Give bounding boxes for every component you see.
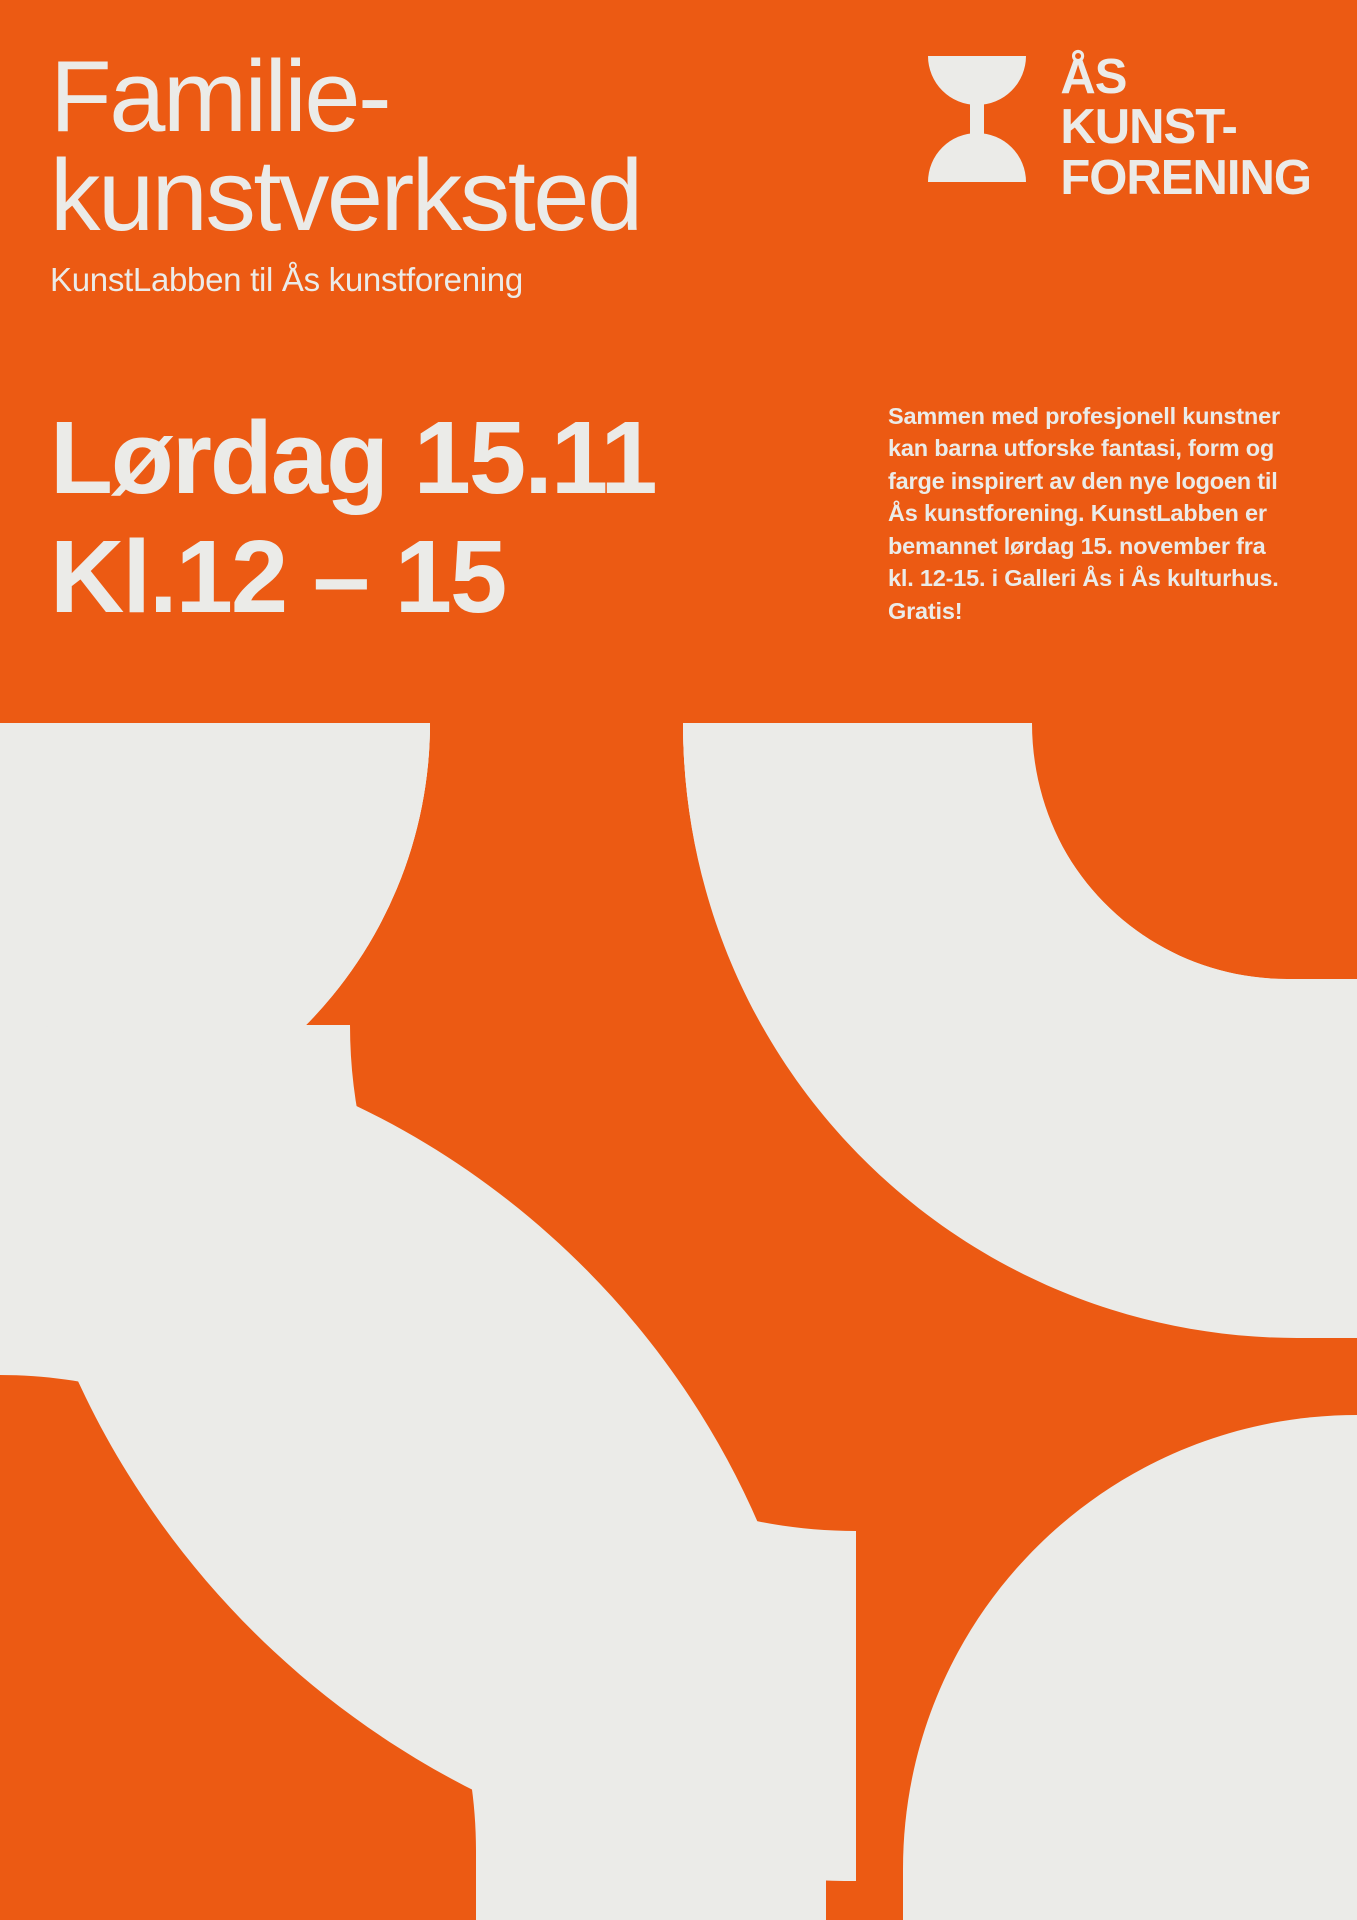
event-date-block (50, 398, 950, 637)
poster-body (888, 400, 1288, 627)
decorative-shape-field-2 (0, 723, 1357, 1920)
logo-word-as: ÅS (1060, 50, 1127, 104)
event-date: Lørdag 15.11 (50, 400, 656, 515)
poster-header (50, 41, 950, 300)
logo (918, 52, 1311, 203)
logo-word-forening: FORENING (1060, 150, 1311, 205)
poster-title-line-2: kunstverksted (50, 139, 641, 252)
poster-body-gratis: Gratis! (888, 597, 963, 624)
poster-subtitle: KunstLabben til Ås kunstforening (50, 260, 523, 298)
logo-word-kunst: KUNST- (1060, 100, 1237, 155)
poster-body-text: Sammen med profesjonell kunstner kan barna utforske fantasi, form og farge inspirert av den nye logoen til Ås kunstforening. KunstLabben er bemannet lørdag 15. november fra kl. 12-15. i Galleri Ås i Ås kulturhus. (888, 403, 1280, 592)
poster-title-line-1: Familie- (50, 41, 390, 153)
logo-wordmark (1060, 52, 1311, 203)
event-time: Kl.12 – 15 (50, 519, 506, 635)
